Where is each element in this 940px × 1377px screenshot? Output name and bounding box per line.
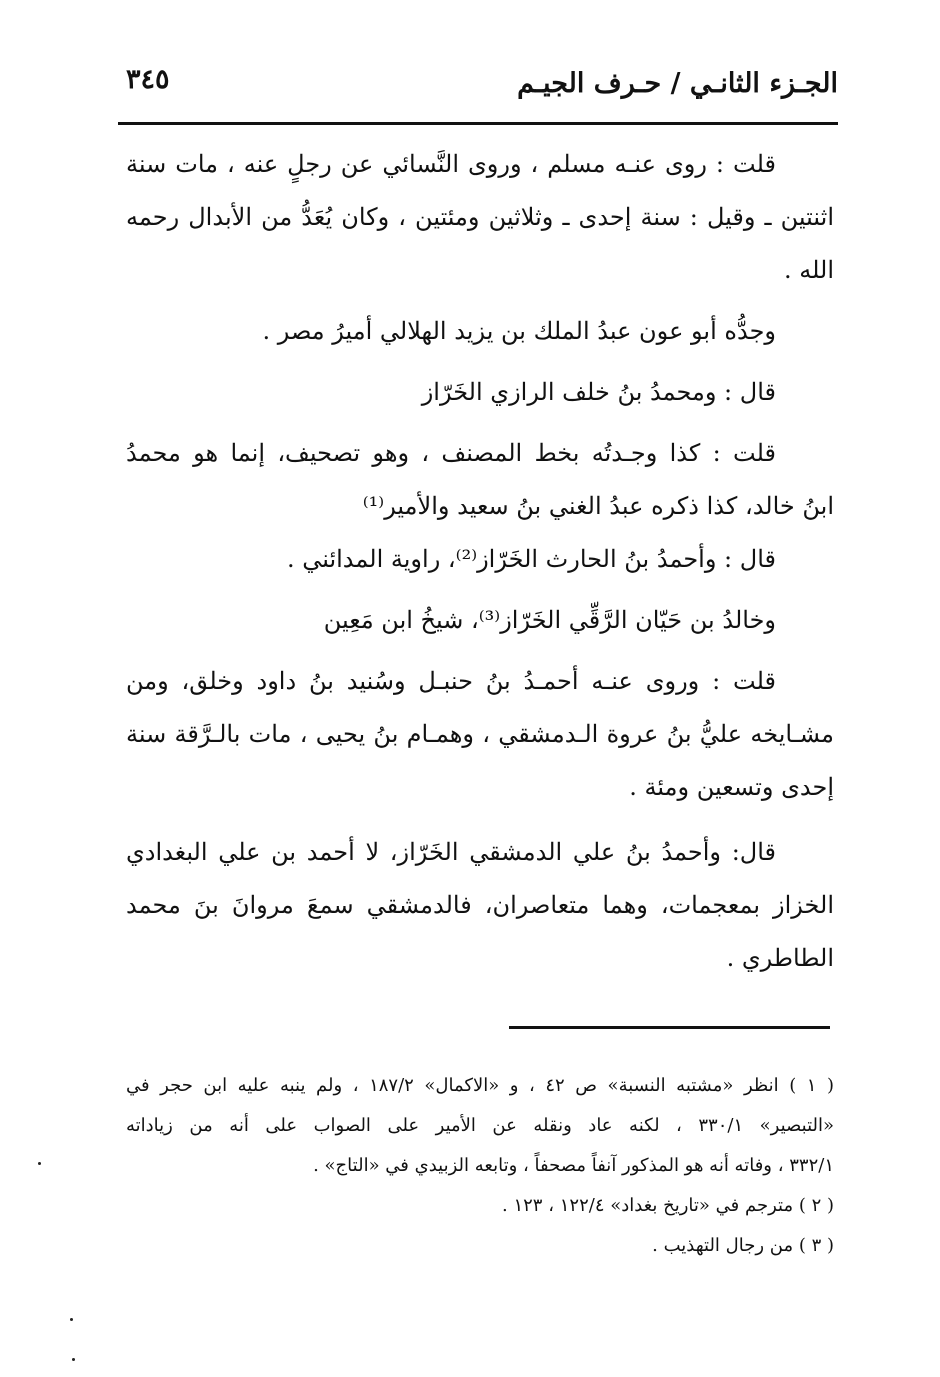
header-rule [118, 122, 838, 125]
body-line: وجدُّه أبو عون عبدُ الملك بن يزيد الهلالي أميرُ مصر . [262, 317, 776, 345]
body-line: قال : وأحمدُ بنُ الحارث الخَرّاز⁽²⁾، راوية المدائني . [286, 545, 776, 573]
footnote-3: ( ٣ ) من رجال التهذيب . [652, 1235, 834, 1256]
body-line: وخالدُ بن حَيّان الرَّقِّي الخَرّاز⁽³⁾، شيخُ ابن مَعِين [323, 606, 776, 634]
body-line: قلت : روى عنـه مسلم ، وروى النَّسائي عن رجلٍ عنه ، مات سنة [126, 150, 776, 178]
footnote-1-line: ٣٣٢/١ ، وفاته أنه هو المذكور آنفاً مصحفاً ، وتابعه الزبيدي في «التاج» . [313, 1155, 834, 1176]
footnote-1-line: «التبصير» ٣٣٠/١ ، لكنه عاد ونقله عن الأمير على الصواب على أنه من زياداته [126, 1115, 834, 1136]
body-line: اثنتين ـ وقيل : سنة إحدى ـ وثلاثين ومئتين ، وكان يُعَدُّ من الأبدال رحمه [126, 203, 834, 231]
body-line: قال: وأحمدُ بنُ علي الدمشقي الخَرّاز، لا أحمد بن علي البغدادي [126, 838, 776, 866]
footnotes [126, 1066, 834, 1266]
body-line: قلت : كذا وجـدتُه بخط المصنف ، وهو تصحيف، إنما هو محمدُ [126, 439, 776, 467]
page-number: ٣٤٥ [126, 64, 170, 95]
scan-speck [70, 1318, 73, 1321]
body-line: الخزاز بمعجمات، وهما متعاصران، فالدمشقي سمعَ مروانَ بنَ محمد [126, 891, 834, 919]
page-header [118, 60, 838, 120]
scan-speck [38, 1162, 41, 1165]
body-line: ابنُ خالد، كذا ذكره عبدُ الغني بنُ سعيد والأمير⁽¹⁾ [362, 492, 834, 520]
body-line: قلت : وروى عنـه أحمـدُ بنُ حنبـل وسُنيد بنُ داود وخلق، ومن [126, 667, 776, 695]
body-line: مشـايخه عليُّ بنُ عروة الـدمشقي ، وهمـام بنُ يحيى ، مات بالـرَّقة سنة [126, 720, 834, 748]
body-text [126, 138, 834, 985]
body-line: قال : ومحمدُ بنُ خلف الرازي الخَرّاز [421, 378, 776, 406]
running-head: الجـزء الثانـي / حـرف الجيـم [517, 68, 838, 99]
scan-speck [72, 1358, 75, 1361]
body-line: الطاطري . [726, 944, 834, 972]
footnote-2: ( ٢ ) مترجم في «تاريخ بغداد» ١٢٢/٤ ، ١٢٣ . [502, 1195, 834, 1216]
body-line: الله . [783, 256, 834, 284]
body-line: إحدى وتسعين ومئة . [629, 773, 834, 801]
footnote-1-line: ( ١ ) انظر «مشتبه النسبة» ص ٤٢ ، و «الاكمال» ١٨٧/٢ ، ولم ينبه عليه ابن حجر في [126, 1075, 834, 1096]
footnote-separator [509, 1026, 830, 1029]
